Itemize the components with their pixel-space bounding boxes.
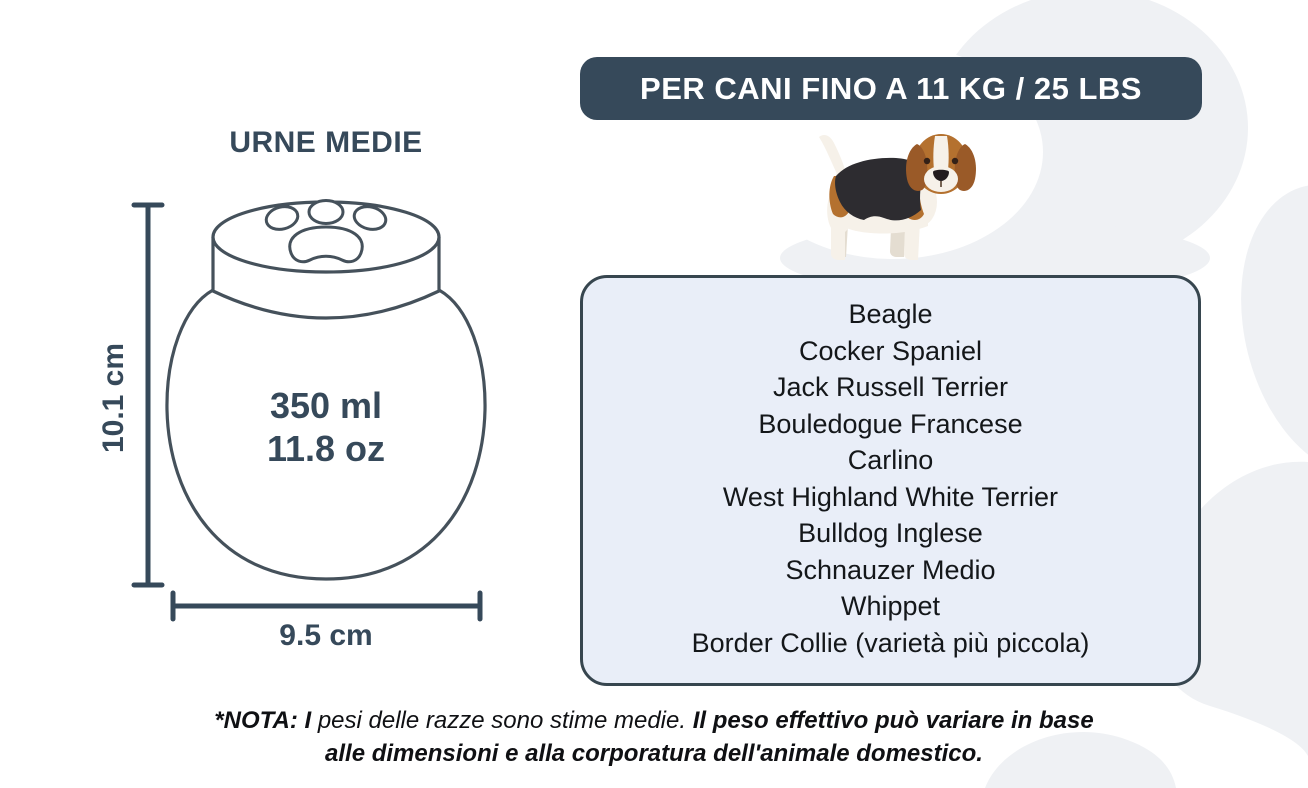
capacity-oz-label: 11.8 oz [266,428,386,469]
breed-list-item: Beagle [848,299,933,329]
breed-list-item: Jack Russell Terrier [772,372,1009,402]
height-dimension-line [134,205,162,585]
footnote [174,704,1134,770]
breed-list-item: Bulldog Inglese [798,518,983,548]
beagle-dog-icon [800,130,980,268]
breed-list-item: Carlino [847,445,934,475]
breed-list-item: Cocker Spaniel [798,335,983,366]
footnote-line: *NOTA: I pesi delle razze sono stime medie. Il peso effettivo può variare in base [214,707,1094,734]
breed-list-item: Bouledogue Francese [758,408,1023,439]
capacity-ml-label: 350 ml [269,385,383,426]
breed-list-item: West Highland White Terrier [722,481,1059,512]
footnote-line: alle dimensioni e alla corporatura dell'animale domestico. [325,740,983,767]
urn-height-label: 10.1 cm [97,342,130,454]
urn-width-label: 9.5 cm [279,619,373,652]
breed-list-item: Schnauzer Medio [785,554,996,585]
breed-list [583,278,1198,661]
weight-limit-banner: PER CANI FINO A 11 KG / 25 LBS [580,57,1202,120]
breed-list-item: Border Collie (varietà più piccola) [691,627,1090,658]
width-dimension-line [173,593,480,619]
watermark-toe [1212,163,1308,496]
urn-capacity [176,384,476,470]
breed-list-item: Whippet [840,591,941,621]
diagram-title: URNE MEDIE [229,126,423,159]
breed-list-box [580,275,1201,686]
